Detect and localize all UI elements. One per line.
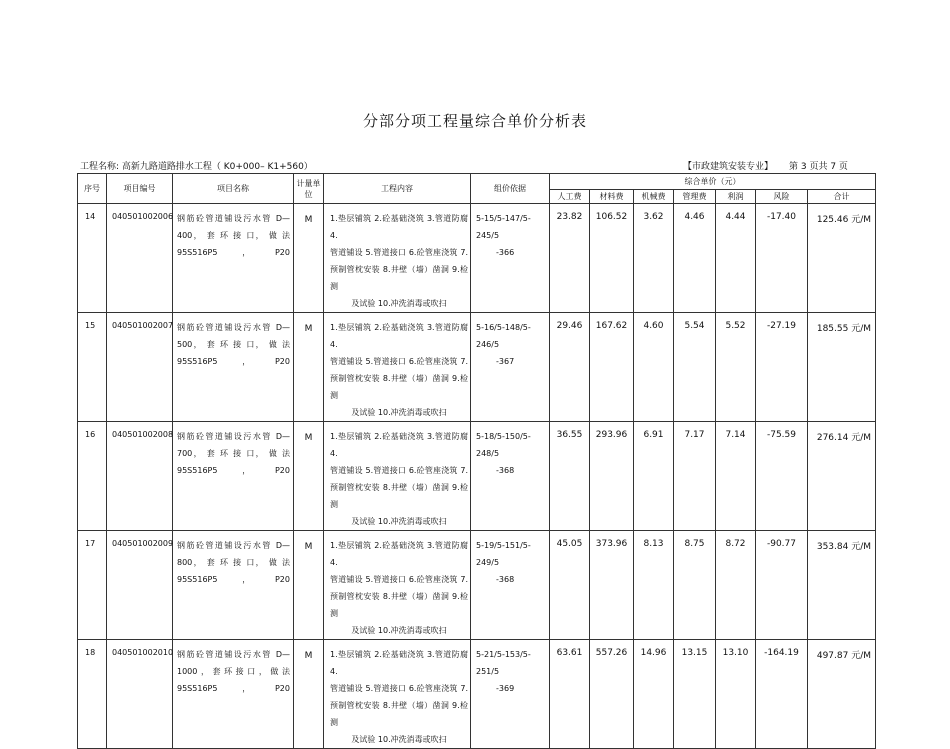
row-machinery: 6.91 (634, 422, 674, 531)
header-unit: 计量单位 (294, 174, 324, 204)
row-basis (471, 313, 550, 422)
row-management: 4.46 (674, 204, 716, 313)
row-content-line: 及试验 10.冲洗消毒或吹扫 (351, 626, 447, 635)
row-labor: 29.46 (550, 313, 590, 422)
row-content (324, 313, 471, 422)
row-content-line: 管道铺设 5.管道接口 6.砼管座浇筑 7. (330, 466, 468, 475)
row-name-line: 钢筋砼管道铺设污水管 D— (177, 541, 290, 550)
row-content (324, 531, 471, 640)
row-code: 040501002010 (107, 640, 173, 749)
row-machinery: 3.62 (634, 204, 674, 313)
row-name-line: 钢筋砼管道铺设污水管 D— (177, 323, 290, 332)
row-risk: -75.59 (756, 422, 808, 531)
row-basis (471, 422, 550, 531)
row-name-line: 1000，套环接口，做法 (177, 667, 290, 676)
row-risk: -90.77 (756, 531, 808, 640)
row-risk: -164.19 (756, 640, 808, 749)
row-code: 040501002009 (107, 531, 173, 640)
row-management: 8.75 (674, 531, 716, 640)
row-content (324, 204, 471, 313)
row-content-line: 管道铺设 5.管道接口 6.砼管座浇筑 7. (330, 684, 468, 693)
row-name-line: 95S516P5，P20 (177, 248, 290, 257)
row-material: 167.62 (590, 313, 634, 422)
category-label: 【市政建筑安装专业】 (683, 162, 774, 172)
row-basis-line: -369 (496, 684, 515, 693)
row-basis-line: 5-21/5-153/5-251/5 (476, 650, 531, 676)
row-name-line: 95S516P5，P20 (177, 466, 290, 475)
row-machinery: 14.96 (634, 640, 674, 749)
analysis-table (77, 173, 876, 749)
row-content-line: 1.垫层铺筑 2.砼基础浇筑 3.管道防腐 4. (330, 541, 468, 567)
row-seq: 18 (78, 640, 107, 749)
row-material: 373.96 (590, 531, 634, 640)
page-title: 分部分项工程量综合单价分析表 (362, 112, 587, 130)
row-content-line: 预制管枕安装 8.井壁（墙）凿洞 9.检测 (330, 265, 468, 291)
row-name-line: 700， 套 环 接 口， 做 法 (177, 449, 290, 458)
row-unit: M (294, 531, 324, 640)
row-unit: M (294, 313, 324, 422)
row-basis-line: -367 (496, 357, 515, 366)
row-content-line: 1.垫层铺筑 2.砼基础浇筑 3.管道防腐 4. (330, 214, 468, 240)
row-content-line: 及试验 10.冲洗消毒或吹扫 (351, 517, 447, 526)
header-content: 工程内容 (324, 174, 471, 204)
row-material: 293.96 (590, 422, 634, 531)
row-total: 276.14 元/M (808, 422, 876, 531)
row-profit: 5.52 (716, 313, 756, 422)
row-name-line: 800， 套 环 接 口， 做 法 (177, 558, 290, 567)
row-name-line: 钢筋砼管道铺设污水管 D— (177, 214, 290, 223)
row-basis-line: 5-19/5-151/5-249/5 (476, 541, 531, 567)
header-code: 项目编号 (107, 174, 173, 204)
header-profit: 利润 (716, 190, 756, 204)
row-seq: 17 (78, 531, 107, 640)
row-content-line: 1.垫层铺筑 2.砼基础浇筑 3.管道防腐 4. (330, 323, 468, 349)
row-labor: 36.55 (550, 422, 590, 531)
header-composite-price: 综合单价（元） (550, 174, 876, 190)
row-seq: 15 (78, 313, 107, 422)
row-content-line: 预制管枕安装 8.井壁（墙）凿洞 9.检测 (330, 483, 468, 509)
row-name-line: 95S516P5，P20 (177, 575, 290, 584)
row-machinery: 4.60 (634, 313, 674, 422)
row-labor: 23.82 (550, 204, 590, 313)
row-unit: M (294, 204, 324, 313)
row-name-line: 400， 套 环 接 口， 做 法 (177, 231, 290, 240)
row-risk: -27.19 (756, 313, 808, 422)
row-basis (471, 531, 550, 640)
row-name (173, 640, 294, 749)
row-management: 7.17 (674, 422, 716, 531)
row-content-line: 预制管枕安装 8.井壁（墙）凿洞 9.检测 (330, 701, 468, 727)
row-labor: 63.61 (550, 640, 590, 749)
table-row (78, 204, 876, 313)
row-content-line: 及试验 10.冲洗消毒或吹扫 (351, 408, 447, 417)
row-total: 125.46 元/M (808, 204, 876, 313)
row-code: 040501002006 (107, 204, 173, 313)
header-risk: 风险 (756, 190, 808, 204)
row-material: 557.26 (590, 640, 634, 749)
row-basis-line: -366 (496, 248, 515, 257)
row-profit: 7.14 (716, 422, 756, 531)
row-profit: 4.44 (716, 204, 756, 313)
row-name (173, 422, 294, 531)
row-machinery: 8.13 (634, 531, 674, 640)
row-name-line: 钢筋砼管道铺设污水管 D— (177, 432, 290, 441)
row-content-line: 管道铺设 5.管道接口 6.砼管座浇筑 7. (330, 357, 468, 366)
row-basis-line: 5-15/5-147/5-245/5 (476, 214, 531, 240)
header-name: 项目名称 (173, 174, 294, 204)
row-unit: M (294, 640, 324, 749)
row-name (173, 531, 294, 640)
row-code: 040501002008 (107, 422, 173, 531)
row-basis-line: 5-16/5-148/5-246/5 (476, 323, 531, 349)
row-total: 353.84 元/M (808, 531, 876, 640)
row-risk: -17.40 (756, 204, 808, 313)
row-basis-line: 5-18/5-150/5-248/5 (476, 432, 531, 458)
header-seq: 序号 (78, 174, 107, 204)
row-content-line: 1.垫层铺筑 2.砼基础浇筑 3.管道防腐 4. (330, 650, 468, 676)
row-name-line: 500， 套 环 接 口， 做 法 (177, 340, 290, 349)
project-name: 工程名称: 高新九路道路排水工程（ K0+000– K1+560） (80, 162, 313, 172)
page-meta (683, 159, 848, 172)
page-info: 第 3 页共 7 页 (789, 162, 848, 172)
row-unit: M (294, 422, 324, 531)
row-content (324, 422, 471, 531)
row-profit: 13.10 (716, 640, 756, 749)
row-name (173, 313, 294, 422)
row-name-line: 钢筋砼管道铺设污水管 D— (177, 650, 290, 659)
header-management: 管理费 (674, 190, 716, 204)
header-material: 材料费 (590, 190, 634, 204)
row-total: 497.87 元/M (808, 640, 876, 749)
row-content-line: 及试验 10.冲洗消毒或吹扫 (351, 735, 447, 744)
row-content-line: 预制管枕安装 8.井壁（墙）凿洞 9.检测 (330, 592, 468, 618)
row-content-line: 管道铺设 5.管道接口 6.砼管座浇筑 7. (330, 248, 468, 257)
row-labor: 45.05 (550, 531, 590, 640)
row-basis (471, 640, 550, 749)
row-content (324, 640, 471, 749)
row-basis-line: -368 (496, 466, 515, 475)
row-content-line: 预制管枕安装 8.井壁（墙）凿洞 9.检测 (330, 374, 468, 400)
header-total: 合计 (808, 190, 876, 204)
row-seq: 16 (78, 422, 107, 531)
row-content-line: 及试验 10.冲洗消毒或吹扫 (351, 299, 447, 308)
header-basis: 组价依据 (471, 174, 550, 204)
table-row (78, 531, 876, 640)
row-profit: 8.72 (716, 531, 756, 640)
row-name (173, 204, 294, 313)
table-row (78, 640, 876, 749)
header-machinery: 机械费 (634, 190, 674, 204)
row-basis (471, 204, 550, 313)
row-name-line: 95S516P5，P20 (177, 684, 290, 693)
row-material: 106.52 (590, 204, 634, 313)
table-row (78, 313, 876, 422)
row-management: 5.54 (674, 313, 716, 422)
row-seq: 14 (78, 204, 107, 313)
row-management: 13.15 (674, 640, 716, 749)
header-labor: 人工费 (550, 190, 590, 204)
row-basis-line: -368 (496, 575, 515, 584)
row-name-line: 95S516P5，P20 (177, 357, 290, 366)
row-content-line: 管道铺设 5.管道接口 6.砼管座浇筑 7. (330, 575, 468, 584)
row-code: 040501002007 (107, 313, 173, 422)
row-total: 185.55 元/M (808, 313, 876, 422)
row-content-line: 1.垫层铺筑 2.砼基础浇筑 3.管道防腐 4. (330, 432, 468, 458)
table-row (78, 422, 876, 531)
